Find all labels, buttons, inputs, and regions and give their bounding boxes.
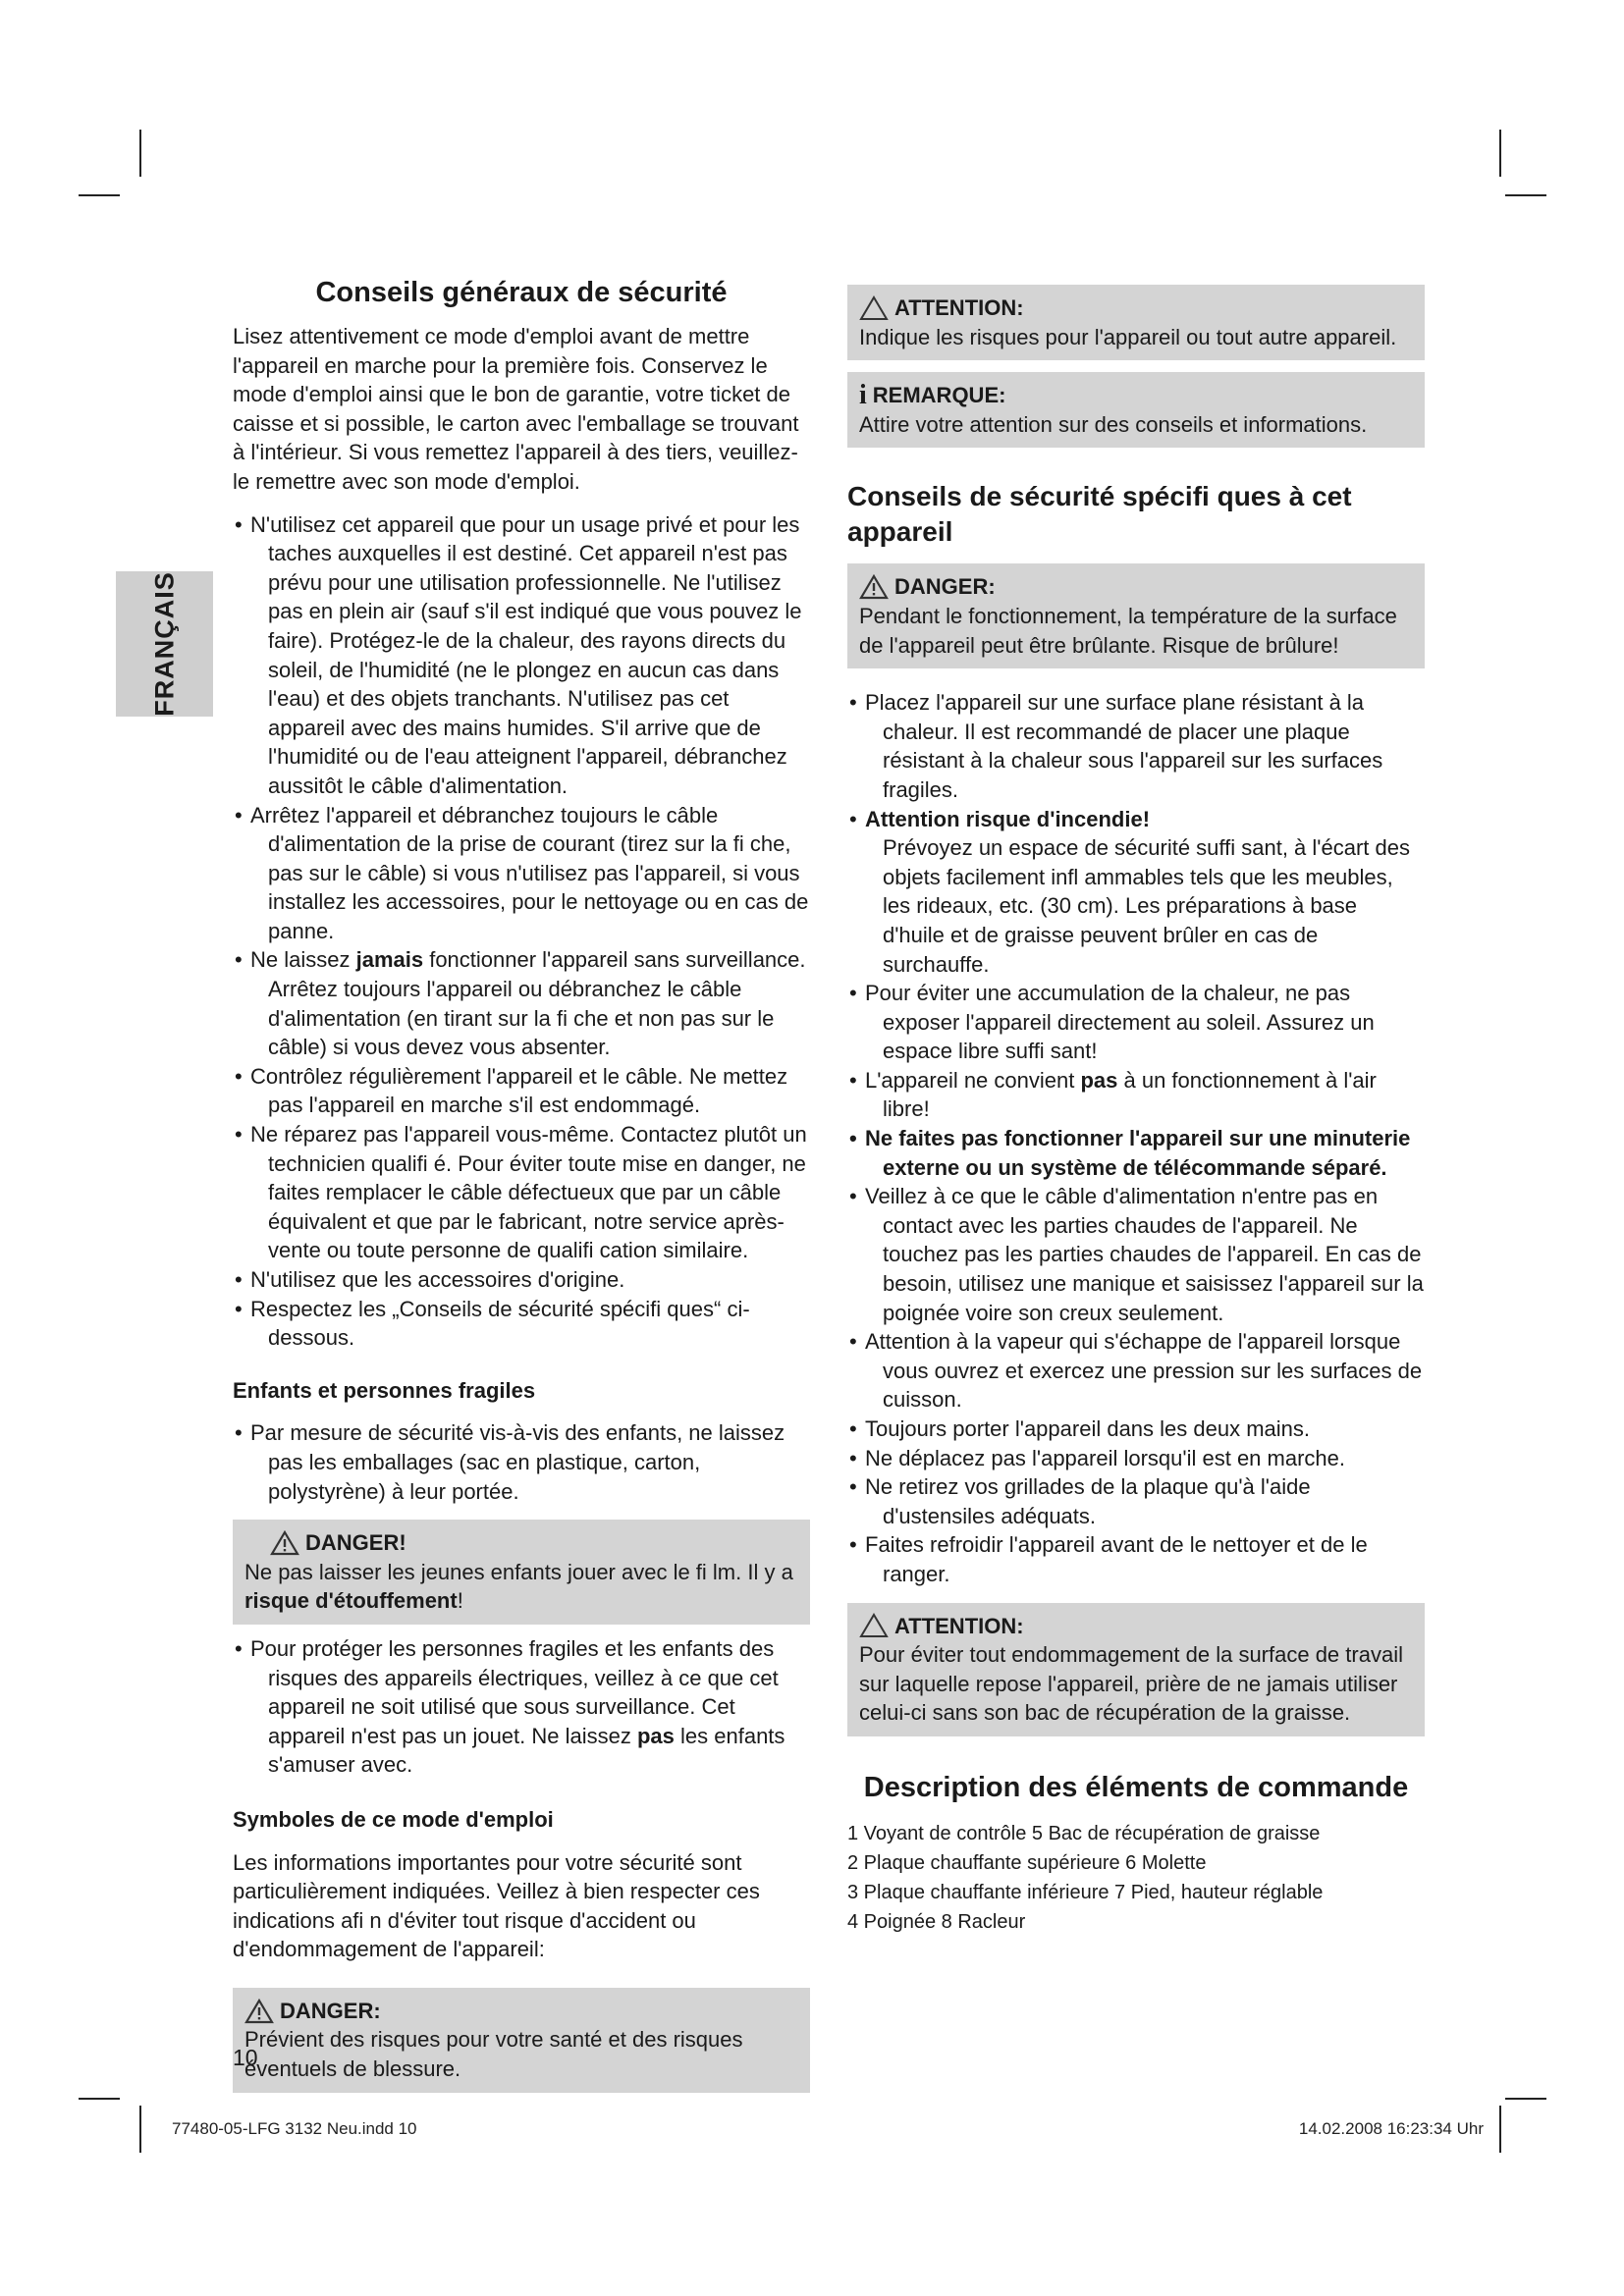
- list-item: • Ne réparez pas l'appareil vous-même. Contactez plutôt un technicien qualifi é. Pour éviter toute mise en danger, ne faites remplacer le câble défectueux que par un câble équivalent et que par le fabricant, notre service après-vente ou toute personne de qualifi cation similaire.: [233, 1120, 810, 1265]
- remarque-header: [859, 381, 1415, 410]
- fire-warning-text: Prévoyez un espace de sécurité suffi sant, à l'écart des objets facilement infl ammables tels que les meubles, les rideaux, etc. (30 cm). Les préparations à base d'huile et de graisse peuvent brûler en cas de surchauffe.: [883, 835, 1410, 977]
- bullet-text: à un fonctionnement à l'air libre!: [883, 1067, 1377, 1122]
- footer-filename: 77480-05-LFG 3132 Neu.indd 10: [172, 2119, 417, 2138]
- list-item: • N'utilisez que les accessoires d'origine.: [233, 1265, 810, 1295]
- list-item: • Ne retirez vos grillades de la plaque qu'à l'aide d'ustensiles adéquats.: [847, 1472, 1425, 1530]
- list-item: • Pour éviter une accumulation de la chaleur, ne pas exposer l'appareil directement au soleil. Assurez un espace libre suffi sant!: [847, 979, 1425, 1066]
- list-item: • Placez l'appareil sur une surface plane résistant à la chaleur. Il est recommandé de placer une plaque résistant à la chaleur sous l'appareil sur les surfaces fragiles.: [847, 688, 1425, 804]
- remarque-label: REMARQUE:: [872, 383, 1006, 408]
- list-item: • Veillez à ce que le câble d'alimentation n'entre pas en contact avec les parties chaudes de l'appareil. Ne touchez pas les parties chaudes de l'appareil. En cas de besoin, utilisez une manique et saisissez l'appareil sur la poignée voire son creux seulement.: [847, 1182, 1425, 1327]
- list-item: • Par mesure de sécurité vis-à-vis des enfants, ne laissez pas les emballages (sac en plastique, carton, polystyrène) à leur portée.: [233, 1418, 810, 1506]
- crop-mark: [1499, 2106, 1501, 2153]
- crop-mark: [1505, 2098, 1546, 2100]
- list-item: [847, 805, 1425, 980]
- list-item: [233, 945, 810, 1061]
- crop-mark: [79, 2098, 120, 2100]
- danger-box-burn: [847, 563, 1425, 668]
- fragile-list: [233, 1634, 810, 1780]
- specific-safety-title: Conseils de sécurité spécifi ques à cet appareil: [847, 481, 1352, 548]
- fire-warning-heading: Attention risque d'incendie!: [865, 806, 1151, 831]
- remarque-box: [847, 372, 1425, 448]
- bullet-text: les enfants s'amuser avec.: [268, 1723, 785, 1778]
- general-safety-list: [233, 510, 810, 1353]
- bullet-bold: pas: [636, 1723, 675, 1748]
- warning-triangle-icon: [270, 1530, 299, 1556]
- attention-box-surface: [847, 1603, 1425, 1736]
- page-number: 10: [233, 2045, 258, 2070]
- list-item: • Contrôlez régulièrement l'appareil et le câble. Ne mettez pas l'appareil en marche s'il est endommagé.: [233, 1062, 810, 1120]
- bullet-bold: pas: [1080, 1067, 1118, 1093]
- list-item: • Toujours porter l'appareil dans les deux mains.: [847, 1415, 1425, 1444]
- crop-mark: [79, 194, 120, 196]
- specific-safety-list: [847, 688, 1425, 1588]
- controls-list-item: 3 Plaque chauffante inférieure 7 Pied, hauteur réglable: [847, 1881, 1324, 1903]
- footer-timestamp: 14.02.2008 16:23:34 Uhr: [1298, 2119, 1484, 2138]
- danger-text-bold: risque d'étouffement: [244, 1588, 458, 1614]
- danger-text-part: Ne pas laisser les jeunes enfants jouer avec le fi lm. Il y a: [244, 1559, 793, 1584]
- danger-text-end: !: [457, 1588, 463, 1614]
- attention-text: Pour éviter tout endommagement de la surface de travail sur laquelle repose l'appareil, prière de ne jamais utiliser celui-ci sans son bac de récupération de la graisse.: [859, 1642, 1403, 1726]
- danger-label: DANGER:: [894, 574, 996, 600]
- danger-header: [244, 1528, 800, 1558]
- danger-label: DANGER!: [305, 1530, 406, 1556]
- list-item: • N'utilisez cet appareil que pour un usage privé et pour les taches auxquelles il est destiné. Cet appareil n'est pas prévu pour une utilisation professionnelle. Ne l'utilisez pas en plein air (sauf s'il est indiqué que vous pouvez le faire). Protégez-le de la chaleur, des rayons directs du soleil, de l'humidité (ne le plongez en aucun cas dans l'eau) et des objets tranchants. N'utilisez pas cet appareil avec des mains humides. S'il arrive que de l'humidité ou de l'eau atteignent l'appareil, débranchez aussitôt le câble d'alimentation.: [233, 510, 810, 801]
- list-item: • Ne déplacez pas l'appareil lorsqu'il est en marche.: [847, 1444, 1425, 1473]
- attention-label: ATTENTION:: [894, 1613, 1024, 1638]
- controls-list-item: 4 Poignée 8 Racleur: [847, 1910, 1026, 1933]
- symbols-heading: Symboles de ce mode d'emploi: [233, 1806, 554, 1832]
- children-list: [233, 1418, 810, 1506]
- list-item: • Respectez les „Conseils de sécurité spécifi ques“ ci-dessous.: [233, 1295, 810, 1353]
- intro-paragraph: Lisez attentivement ce mode d'emploi avant de mettre l'appareil en marche pour la première fois. Conservez le mode d'emploi ainsi que le bon de garantie, votre ticket de caisse et si possible, le carton avec l'emballage se trouvant à l'intérieur. Si vous remettez l'appareil à des tiers, veuillez-le remettre avec son mode d'emploi.: [233, 324, 799, 494]
- attention-triangle-icon: [859, 295, 889, 321]
- language-tab: [116, 571, 213, 717]
- right-column: [847, 285, 1425, 1937]
- attention-header: [859, 1612, 1415, 1641]
- danger-box-symbol: [233, 1988, 810, 2093]
- controls-list: [847, 1819, 1425, 1937]
- danger-header: [859, 572, 1415, 602]
- list-item: • Attention à la vapeur qui s'échappe de l'appareil lorsque vous ouvrez et exercez une pression sur les surfaces de cuisson.: [847, 1327, 1425, 1415]
- bullet-text: L'appareil ne convient: [865, 1067, 1081, 1093]
- controls-description-title: Description des éléments de commande: [863, 1771, 1409, 1803]
- bullet-text: Ne laissez: [250, 947, 356, 973]
- danger-text: Pendant le fonctionnement, la température de la surface de l'appareil peut être brûlante. Risque de brûlure!: [859, 603, 1397, 658]
- left-column: [233, 275, 810, 2093]
- bullet-text: Pour protéger les personnes fragiles et les enfants des risques des appareils électriques, veillez à ce que cet appareil ne soit utilisé que sous surveillance. Cet appareil n'est pas un jouet. Ne laissez: [250, 1635, 779, 1748]
- crop-mark: [139, 2106, 141, 2153]
- list-item: [233, 1634, 810, 1780]
- bullet-text: fonctionner l'appareil sans surveillance. Arrêtez toujours l'appareil ou débranchez le câble d'alimentation (en tirant sur la fi che et non pas sur le câble) si vous devez vous absenter.: [268, 947, 806, 1060]
- controls-list-item: 2 Plaque chauffante supérieure 6 Molette: [847, 1851, 1207, 1874]
- danger-box-film: [233, 1520, 810, 1625]
- danger-text: [244, 1558, 800, 1616]
- crop-mark: [1505, 194, 1546, 196]
- controls-list-item: 1 Voyant de contrôle 5 Bac de récupération de graisse: [847, 1822, 1321, 1844]
- remarque-text: Attire votre attention sur des conseils et informations.: [859, 411, 1368, 437]
- danger-text: Prévient des risques pour votre santé et des risques éventuels de blessure.: [244, 2027, 743, 2082]
- attention-header: [859, 294, 1415, 323]
- warning-triangle-icon: [244, 1999, 274, 2024]
- attention-label: ATTENTION:: [894, 295, 1024, 320]
- crop-mark: [1499, 130, 1501, 177]
- symbols-paragraph: Les informations importantes pour votre sécurité sont particulièrement indiquées. Veillez à bien respecter ces indications afi n d'éviter tout risque d'accident ou d'endommagement de l'appareil:: [233, 1849, 760, 1962]
- list-item: [847, 1066, 1425, 1124]
- language-tab-label: FRANÇAIS: [149, 571, 179, 717]
- bullet-bold: jamais: [355, 947, 424, 973]
- attention-text: Indique les risques pour l'appareil ou tout autre appareil.: [859, 324, 1397, 349]
- info-icon: i: [859, 380, 867, 411]
- list-item: • Ne faites pas fonctionner l'appareil sur une minuterie externe ou un système de télécommande séparé.: [847, 1124, 1425, 1182]
- attention-box-symbol: [847, 285, 1425, 360]
- attention-triangle-icon: [859, 1613, 889, 1638]
- list-item: • Faites refroidir l'appareil avant de le nettoyer et de le ranger.: [847, 1530, 1425, 1588]
- list-item: • Arrêtez l'appareil et débranchez toujours le câble d'alimentation de la prise de courant (tirez sur la fi che, pas sur le câble) si vous n'utilisez pas l'appareil, si vous installez les accessoires, pour le nettoyage ou en cas de panne.: [233, 801, 810, 946]
- general-safety-title: Conseils généraux de sécurité: [315, 277, 728, 308]
- warning-triangle-icon: [859, 574, 889, 600]
- children-heading: Enfants et personnes fragiles: [233, 1377, 536, 1403]
- crop-mark: [139, 130, 141, 177]
- danger-label: DANGER:: [280, 1998, 381, 2023]
- danger-header: [244, 1997, 800, 2026]
